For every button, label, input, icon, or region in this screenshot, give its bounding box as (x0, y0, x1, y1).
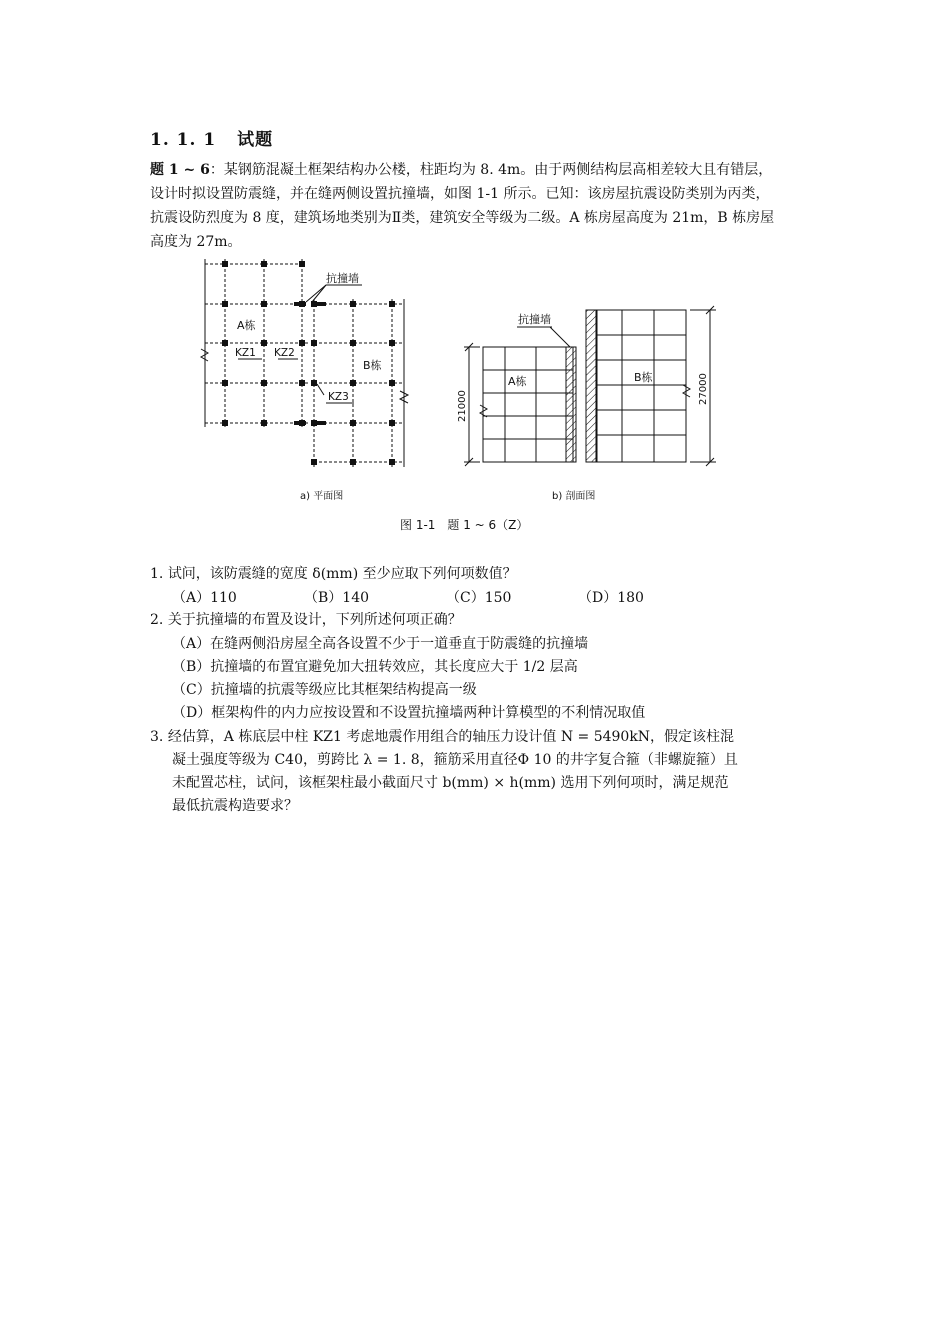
section-title: 试题 (237, 130, 274, 150)
section-number: 1. 1. 1 (150, 130, 217, 150)
question-number: 1. (150, 566, 164, 582)
plan-b-label: B栋 (363, 359, 382, 372)
section-subcaption: b) 剖面图 (552, 491, 596, 502)
question-number: 3. (150, 729, 164, 745)
section-b-label: B栋 (634, 371, 653, 384)
section-wall-label: 抗撞墙 (518, 313, 551, 326)
question-text: 试问，该防震缝的宽度 δ(mm) 至少应取下列何项数值？ (167, 566, 517, 582)
question-text: 关于抗撞墙的布置及设计，下列所述何项正确？ (167, 612, 462, 628)
plan-kz3-label: KZ3 (328, 391, 349, 403)
q1-option-d: （D）180 (578, 590, 644, 606)
question-line-3: 未配置芯柱，试问，该框架柱最小截面尺寸 b(mm) × h(mm) 选用下列何项时，满足规范 (172, 775, 729, 791)
figure-caption: 图 1-1 题 1 ~ 6（Z） (400, 518, 529, 532)
question-line-4: 最低抗震构造要求？ (172, 798, 298, 814)
section-walls (566, 310, 597, 462)
question-1 (150, 563, 517, 586)
q2-option-b: （B）抗撞墙的布置宜避免加大扭转效应，其长度应大于 1/2 层高 (172, 659, 578, 675)
q1-option-b: （B）140 (304, 590, 370, 606)
q2-option-a: （A）在缝两侧沿房屋全高各设置不少于一道垂直于防震缝的抗撞墙 (172, 636, 589, 652)
figure-1-1 (190, 255, 730, 510)
section-leader (550, 327, 570, 347)
question-line-2: 凝土强度等级为 C40，剪跨比 λ = 1. 8，箍筋采用直径Φ 10 的井字复合箍（非螺旋箍）且 (172, 752, 738, 768)
section-a-label: A栋 (508, 375, 527, 388)
problem-label: 题 1 ~ 6 (150, 162, 210, 178)
question-3 (150, 726, 734, 749)
question-line-1: 经估算，A 栋底层中柱 KZ1 考虑地震作用组合的轴压力设计值 N = 5490kN，假定该柱混 (167, 729, 735, 745)
q1-option-a: （A）110 (172, 590, 237, 606)
q2-option-c: （C）抗撞墙的抗震等级应比其框架结构提高一级 (172, 682, 477, 698)
plan-a-label: A栋 (237, 319, 256, 332)
problem-text: ：某钢筋混凝土框架结构办公楼，柱距均为 8. 4m。由于两侧结构层高相差较大且有错层，设计时拟设置防震缝，并在缝两侧设置抗撞墙，如图 1-1 所示。已知：该房屋抗震设防类别为丙类，抗震设防烈度为 8 度，建筑场地类别为Ⅱ类，建筑安全等级为二级。A 栋房屋高度为 21m，B 栋房屋高度为 27m。 (150, 162, 775, 250)
section-dim-b: 27000 (698, 373, 709, 405)
q2-option-d: （D）框架构件的内力应按设置和不设置抗撞墙两种计算模型的不利情况取值 (172, 705, 646, 721)
section-heading (150, 125, 273, 150)
section-dim-a: 21000 (457, 390, 468, 422)
question-number: 2. (150, 612, 164, 628)
plan-wall-label: 抗撞墙 (326, 272, 359, 285)
q1-option-c: （C）150 (446, 590, 512, 606)
plan-subcaption: a) 平面图 (300, 491, 344, 502)
question-2 (150, 609, 462, 632)
plan-kz2-label: KZ2 (274, 347, 295, 359)
problem-intro (150, 158, 775, 254)
plan-kz1-label: KZ1 (235, 347, 256, 359)
